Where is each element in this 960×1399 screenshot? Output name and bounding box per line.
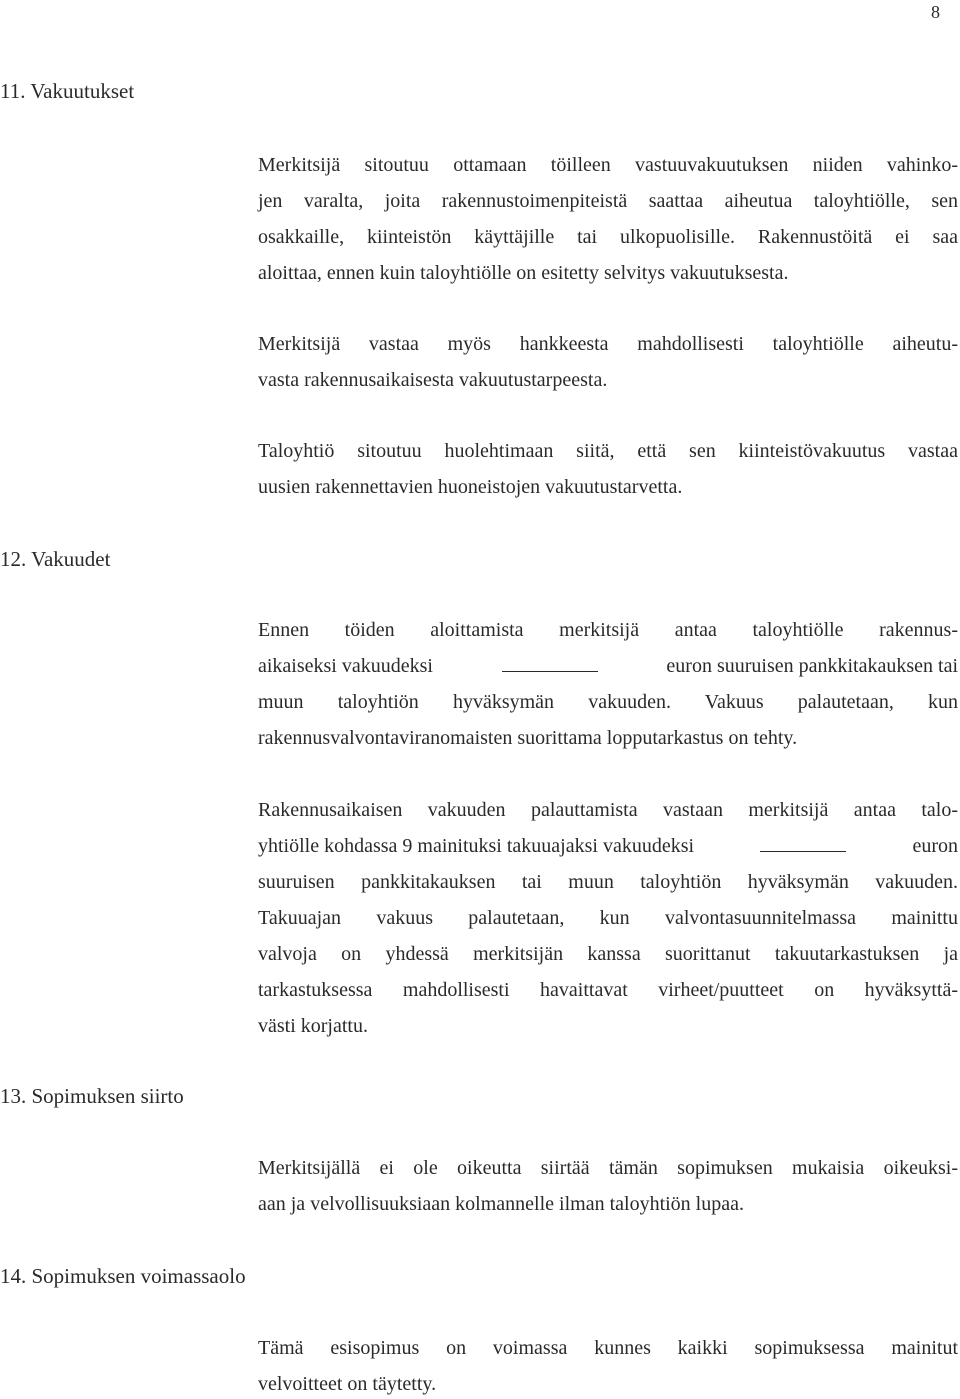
- paragraph-line: Merkitsijällä ei ole oikeutta siirtää tämän sopimuksen mukaisia oikeuksi-: [258, 1157, 958, 1179]
- line-text-after-blank: euron: [912, 835, 958, 857]
- paragraph-line: rakennusvalvontaviranomaisten suorittama lopputarkastus on tehty.: [258, 727, 798, 749]
- paragraph-line: tarkastuksessa mahdollisesti havaittavat virheet/puutteet on hyväksyttä-: [258, 979, 958, 1001]
- paragraph-line-with-blank: [258, 651, 958, 681]
- paragraph-line: vasta rakennusaikaisesta vakuutustarpeesta.: [258, 369, 608, 391]
- amount-blank-line: [502, 653, 598, 672]
- section-heading-insurance: 11. Vakuutukset: [0, 79, 135, 103]
- paragraph-line: Merkitsijä sitoutuu ottamaan töilleen vastuuvakuutuksen niiden vahinko-: [258, 154, 958, 176]
- paragraph-line: Merkitsijä vastaa myös hankkeesta mahdollisesti taloyhtiölle aiheutu-: [258, 333, 958, 355]
- paragraph-line: Tämä esisopimus on voimassa kunnes kaikki sopimuksessa mainitut: [258, 1337, 958, 1359]
- section-heading-validity: 14. Sopimuksen voimassaolo: [0, 1264, 246, 1288]
- paragraph-line: osakkaille, kiinteistön käyttäjille tai ulkopuolisille. Rakennustöitä ei saa: [258, 226, 958, 248]
- paragraph-line: muun taloyhtiön hyväksymän vakuuden. Vakuus palautetaan, kun: [258, 691, 958, 713]
- line-text-after-blank: euron suuruisen pankkitakauksen tai: [666, 655, 958, 677]
- paragraph-line: aloittaa, ennen kuin taloyhtiölle on esitetty selvitys vakuutuksesta.: [258, 262, 789, 284]
- paragraph-line: aan ja velvollisuuksiaan kolmannelle ilman taloyhtiön lupaa.: [258, 1193, 744, 1215]
- line-text-before-blank: aikaiseksi vakuudeksi: [258, 655, 433, 677]
- paragraph-line: Ennen töiden aloittamista merkitsijä antaa taloyhtiölle rakennus-: [258, 619, 958, 641]
- paragraph-line: uusien rakennettavien huoneistojen vakuutustarvetta.: [258, 476, 683, 498]
- paragraph-line: suuruisen pankkitakauksen tai muun taloyhtiön hyväksymän vakuuden.: [258, 871, 958, 893]
- paragraph-line: Rakennusaikaisen vakuuden palauttamista vastaan merkitsijä antaa talo-: [258, 799, 958, 821]
- page-number: 8: [931, 2, 940, 22]
- paragraph-line: valvoja on yhdessä merkitsijän kanssa suorittanut takuutarkastuksen ja: [258, 943, 958, 965]
- line-text-before-blank: yhtiölle kohdassa 9 mainituksi takuuajaksi vakuudeksi: [258, 835, 695, 857]
- paragraph-line-with-blank: [258, 831, 958, 861]
- paragraph-line: Takuuajan vakuus palautetaan, kun valvontasuunnitelmassa mainittu: [258, 907, 958, 929]
- paragraph-line: jen varalta, joita rakennustoimenpiteistä saattaa aiheutua taloyhtiölle, sen: [258, 190, 958, 212]
- paragraph-line: Taloyhtiö sitoutuu huolehtimaan siitä, että sen kiinteistövakuutus vastaa: [258, 440, 958, 462]
- section-heading-securities: 12. Vakuudet: [0, 547, 111, 571]
- amount-blank-line: [760, 833, 846, 852]
- paragraph-line: velvoitteet on täytetty.: [258, 1373, 437, 1395]
- section-heading-transfer: 13. Sopimuksen siirto: [0, 1084, 184, 1108]
- paragraph-line: västi korjattu.: [258, 1015, 368, 1037]
